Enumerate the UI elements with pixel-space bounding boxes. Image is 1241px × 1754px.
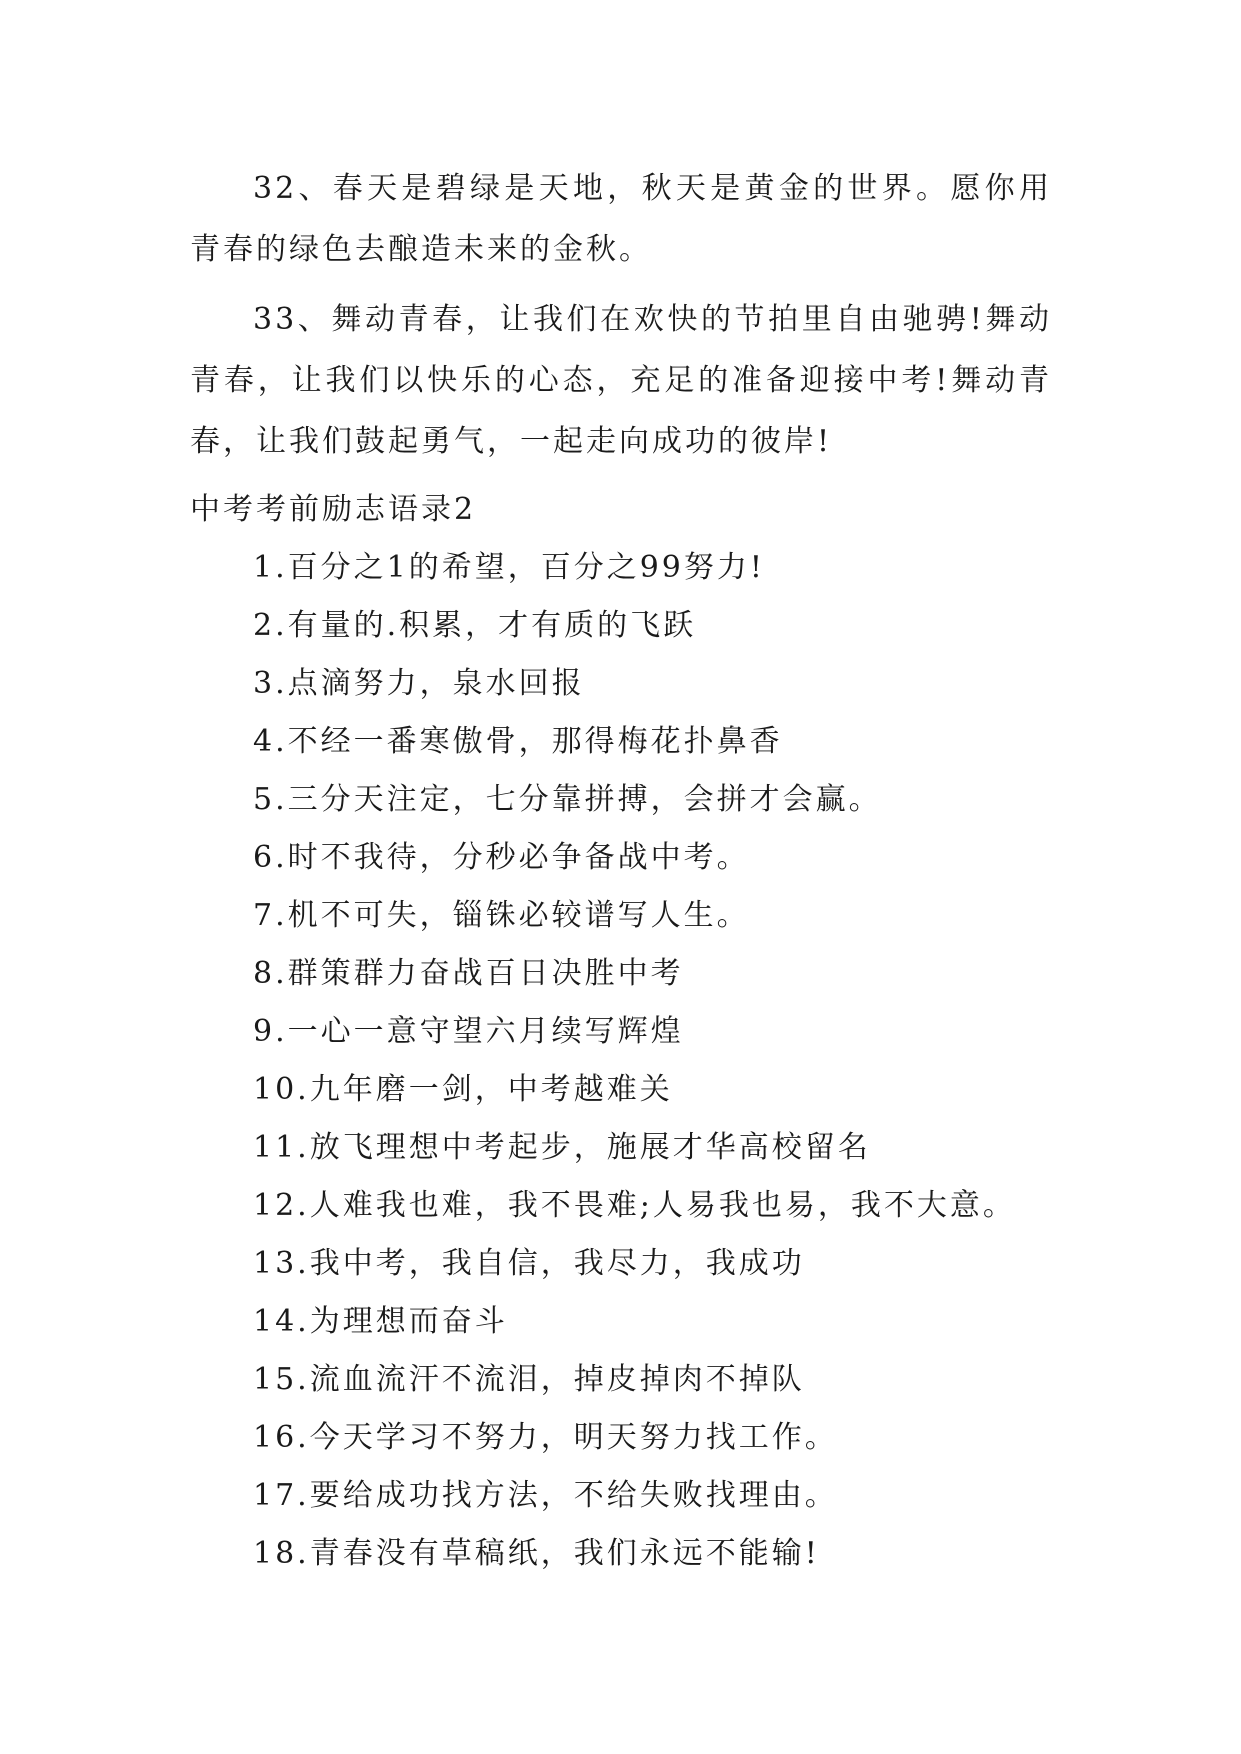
list-item: 10.九年磨一剑，中考越难关 (253, 1072, 673, 1107)
list-item: 7.机不可失，锱铢必较谱写人生。 (253, 898, 750, 933)
list-item: 1.百分之1的希望，百分之99努力! (253, 550, 765, 585)
paragraph-32: 32、春天是碧绿是天地，秋天是黄金的世界。愿你用青春的绿色去酿造未来的金秋。 (190, 171, 1052, 267)
list-item: 12.人难我也难，我不畏难;人易我也易，我不大意。 (253, 1188, 1016, 1223)
document-body (190, 158, 1052, 1583)
list-item: 5.三分天注定，七分靠拼搏，会拼才会赢。 (253, 782, 882, 817)
list-item: 16.今天学习不努力，明天努力找工作。 (253, 1420, 838, 1455)
list-item: 2.有量的.积累，才有质的飞跃 (253, 608, 697, 643)
list-item: 8.群策群力奋战百日决胜中考 (253, 956, 684, 991)
list-item: 11.放飞理想中考起步，施展才华高校留名 (253, 1130, 871, 1165)
section-heading: 中考考前励志语录2 (190, 492, 477, 527)
quote-list (190, 539, 1052, 1583)
list-item: 6.时不我待，分秒必争备战中考。 (253, 840, 750, 875)
list-item: 9.一心一意守望六月续写辉煌 (253, 1014, 684, 1049)
list-item: 4.不经一番寒傲骨，那得梅花扑鼻香 (253, 724, 783, 759)
list-item: 13.我中考，我自信，我尽力，我成功 (253, 1246, 805, 1281)
list-item: 18.青春没有草稿纸，我们永远不能输! (253, 1536, 820, 1571)
list-item: 14.为理想而奋斗 (253, 1304, 508, 1339)
list-item: 17.要给成功找方法，不给失败找理由。 (253, 1478, 838, 1513)
list-item: 15.流血流汗不流泪，掉皮掉肉不掉队 (253, 1362, 805, 1397)
paragraph-33: 33、舞动青春，让我们在欢快的节拍里自由驰骋!舞动青春，让我们以快乐的心态，充足的准备迎接中考!舞动青春，让我们鼓起勇气，一起走向成功的彼岸! (190, 302, 1052, 459)
list-item: 3.点滴努力，泉水回报 (253, 666, 585, 701)
